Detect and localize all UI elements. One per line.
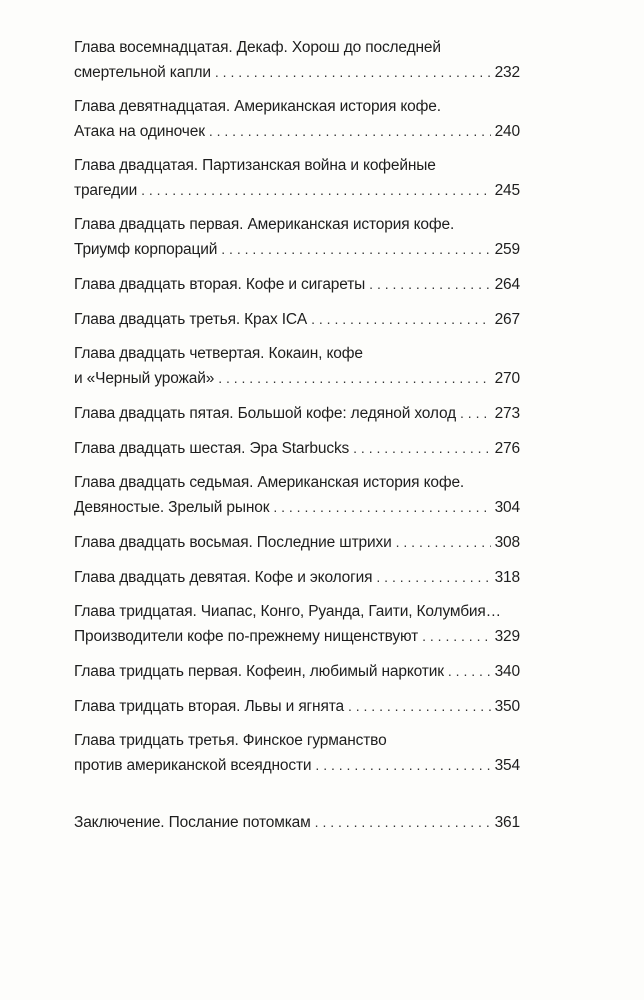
page-number: 264 (494, 276, 520, 293)
dot-leader (348, 694, 491, 718)
toc-entry-title: Девяностые. Зрелый рынок (74, 499, 270, 516)
page-number: 304 (494, 499, 520, 516)
page-number: 259 (494, 241, 520, 258)
dot-leader (353, 436, 490, 460)
toc-entry (74, 694, 520, 719)
toc-entry-leader-line (74, 436, 520, 461)
toc-entry (74, 436, 520, 461)
page-number: 354 (494, 757, 520, 774)
dot-leader (315, 753, 490, 777)
toc-entry-title: Глава тридцать вторая. Львы и ягнята (74, 698, 344, 715)
toc-entry (74, 471, 520, 520)
toc-entry-title: Глава двадцать восьмая. Последние штрихи (74, 534, 392, 551)
toc-entry (74, 95, 520, 144)
dot-leader (311, 307, 490, 331)
toc-entry (74, 307, 520, 332)
toc-entry-title: трагедии (74, 182, 138, 199)
toc-entry-leader-line (74, 401, 520, 426)
page-number: 318 (494, 569, 520, 586)
toc-entry-title: Глава двадцать шестая. Эра Starbucks (74, 440, 350, 457)
page-number: 273 (494, 405, 520, 422)
toc-entry-leader-line (74, 694, 520, 719)
toc-entry-title-line: Глава восемнадцатая. Декаф. Хорош до последней (74, 39, 441, 56)
toc-entry-title: Заключение. Послание потомкам (74, 814, 311, 831)
page-number: 232 (494, 64, 520, 81)
dot-leader (141, 178, 490, 202)
toc-entry (74, 36, 520, 85)
dot-leader (422, 624, 490, 648)
toc-entry (74, 154, 520, 203)
toc-entry-title: Глава двадцать третья. Крах ICA (74, 311, 308, 328)
toc-entry (74, 213, 520, 262)
toc-entry-title-line: Глава тридцать третья. Финское гурманство (74, 732, 387, 749)
toc-entry-title: против американской всеядности (74, 757, 312, 774)
page-number: 270 (494, 370, 520, 387)
page-number: 340 (494, 663, 520, 680)
toc-entry-title-line: Глава девятнадцатая. Американская история кофе. (74, 98, 441, 115)
toc-entry-leader-line (74, 60, 520, 85)
page-number: 245 (494, 182, 520, 199)
toc-entry-leader-line (74, 178, 520, 203)
toc-entry-leader-line (74, 659, 520, 684)
toc-entry-leader-line (74, 307, 520, 332)
toc-entry-leader-line (74, 530, 520, 555)
toc-entry (74, 565, 520, 590)
toc-entry-leader-line (74, 810, 520, 835)
page-number: 350 (494, 698, 520, 715)
toc-entry-leader-line (74, 119, 520, 144)
toc-entry-title-line: Глава тридцатая. Чиапас, Конго, Руанда, Гаити, Колумбия… (74, 603, 502, 620)
page-number: 361 (494, 814, 520, 831)
toc-entry-title: Производители кофе по-прежнему нищенствуют (74, 628, 419, 645)
toc-conclusion-entry (74, 810, 520, 835)
toc-entry-title: и «Черный урожай» (74, 370, 215, 387)
dot-leader (376, 565, 490, 589)
toc-entry (74, 342, 520, 391)
page-number: 276 (494, 440, 520, 457)
toc-entry (74, 600, 520, 649)
dot-leader (273, 495, 490, 519)
toc-entry-leader-line (74, 237, 520, 262)
toc-entry-leader-line (74, 495, 520, 520)
toc-entry-title: Глава двадцать девятая. Кофе и экология (74, 569, 373, 586)
toc-entry-title: Глава тридцать первая. Кофеин, любимый наркотик (74, 663, 444, 680)
dot-leader (396, 530, 491, 554)
dot-leader (315, 810, 491, 834)
toc-entry-title: Атака на одиночек (74, 123, 205, 140)
page-number: 308 (494, 534, 520, 551)
toc-entry-leader-line (74, 565, 520, 590)
toc-entry-leader-line (74, 366, 520, 391)
toc-entry (74, 729, 520, 778)
toc-entry-title-line: Глава двадцать четвертая. Кокаин, кофе (74, 345, 363, 362)
dot-leader (215, 60, 491, 84)
toc-entry-title: Триумф корпораций (74, 241, 218, 258)
page-number: 240 (494, 123, 520, 140)
toc-entry-leader-line (74, 753, 520, 778)
toc-entry-title-line: Глава двадцать седьмая. Американская история кофе. (74, 474, 465, 491)
toc-entry-title: Глава двадцать вторая. Кофе и сигареты (74, 276, 366, 293)
table-of-contents (74, 36, 520, 845)
page-number: 329 (494, 628, 520, 645)
toc-entry-title: Глава двадцать пятая. Большой кофе: ледяной холод (74, 405, 457, 422)
toc-entry-leader-line (74, 624, 520, 649)
page-number: 267 (494, 311, 520, 328)
dot-leader (221, 237, 490, 261)
toc-entry-title: смертельной капли (74, 64, 211, 81)
toc-entry-title-line: Глава двадцатая. Партизанская война и кофейные (74, 157, 436, 174)
toc-entry (74, 659, 520, 684)
toc-entry-leader-line (74, 272, 520, 297)
dot-leader (448, 659, 491, 683)
toc-entry (74, 401, 520, 426)
dot-leader (369, 272, 490, 296)
dot-leader (218, 366, 490, 390)
dot-leader (460, 401, 491, 425)
toc-entry-title-line: Глава двадцать первая. Американская история кофе. (74, 216, 455, 233)
dot-leader (209, 119, 491, 143)
toc-entry (74, 530, 520, 555)
toc-entry (74, 272, 520, 297)
